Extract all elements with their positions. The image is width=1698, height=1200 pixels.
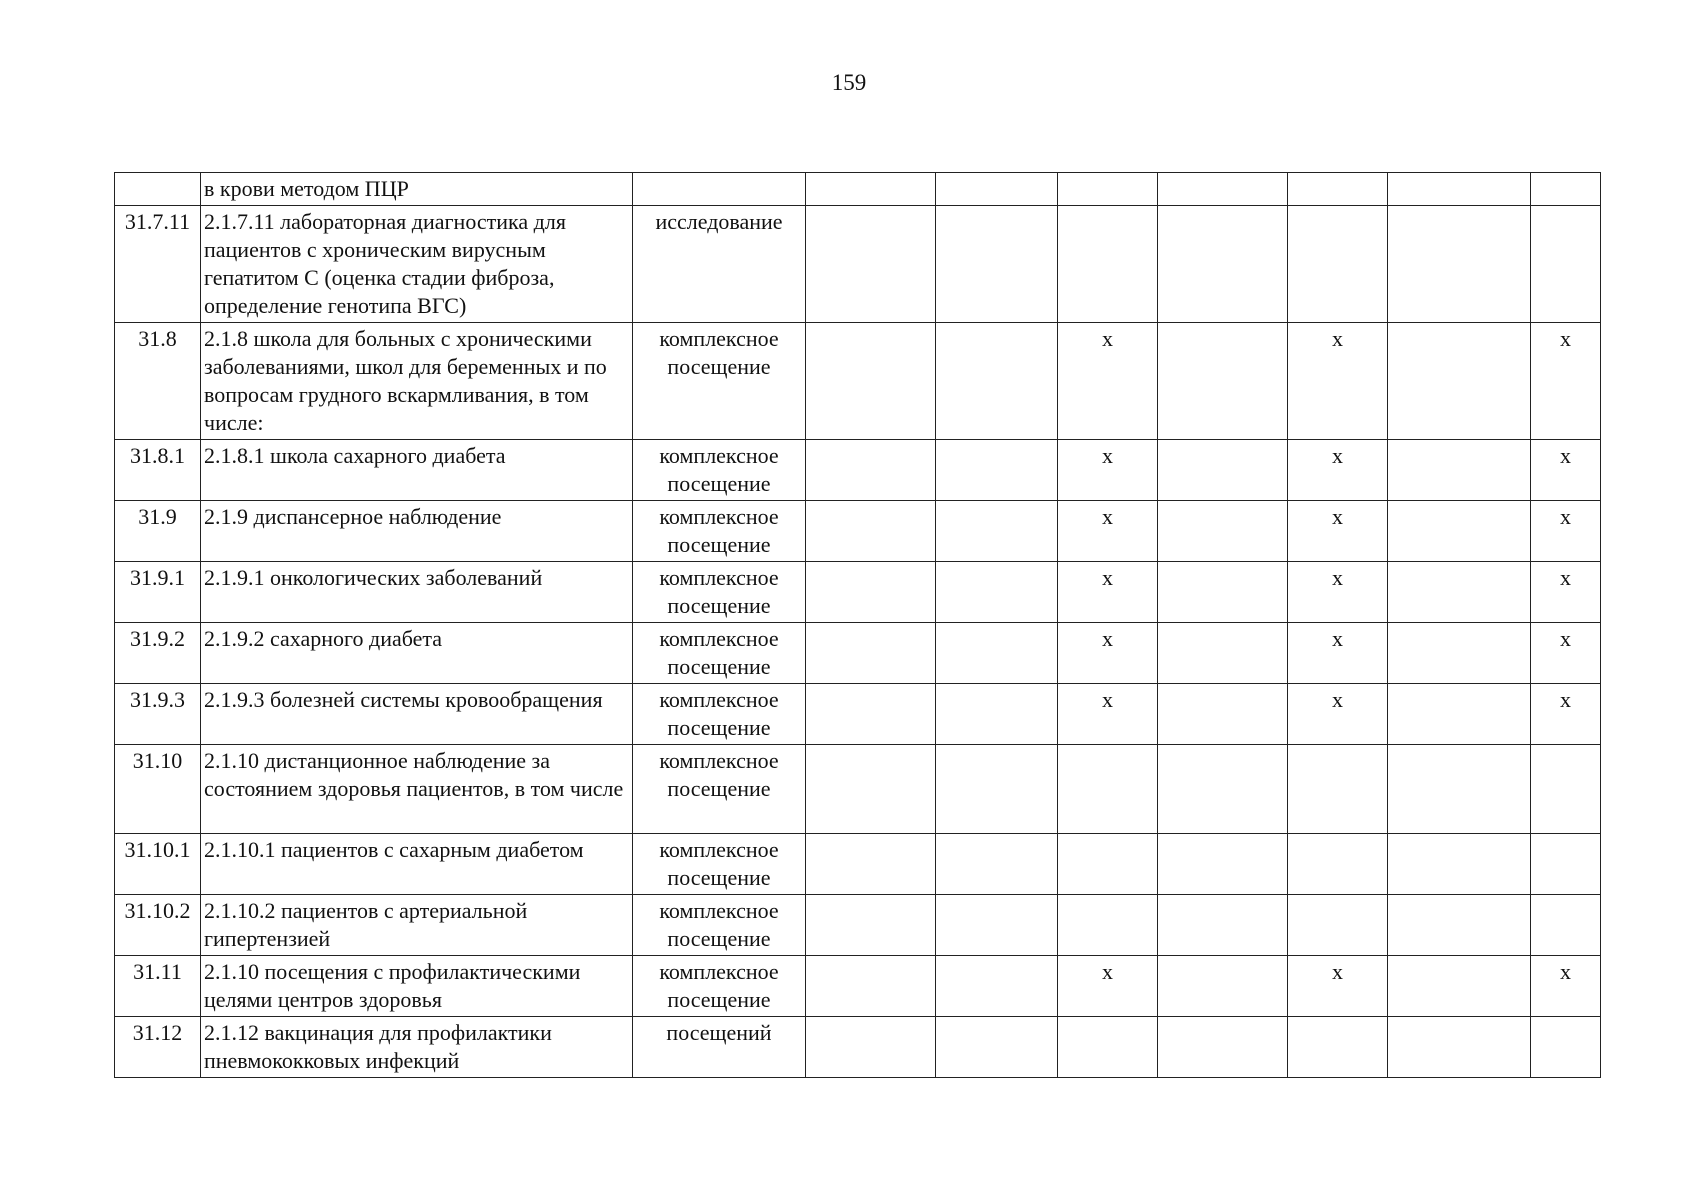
value-cell: х	[1531, 501, 1601, 562]
value-cell	[936, 501, 1058, 562]
table-row	[115, 206, 1601, 323]
value-cell	[936, 173, 1058, 206]
value-cell: х	[1288, 323, 1388, 440]
value-cell	[1288, 895, 1388, 956]
value-cell	[1388, 623, 1531, 684]
table-row	[115, 684, 1601, 745]
value-cell	[1388, 834, 1531, 895]
value-cell: х	[1531, 684, 1601, 745]
value-cell	[1388, 1017, 1531, 1078]
value-cell	[936, 323, 1058, 440]
value-cell: х	[1531, 562, 1601, 623]
value-cell	[1531, 895, 1601, 956]
value-cell	[806, 323, 936, 440]
row-name-cell: 2.1.10 посещения с профилактическими целями центров здоровья	[201, 956, 633, 1017]
row-unit-cell: комплексное посещение	[633, 834, 806, 895]
table-row	[115, 173, 1601, 206]
value-cell	[1388, 562, 1531, 623]
row-name-cell: 2.1.9.2 сахарного диабета	[201, 623, 633, 684]
value-cell	[1158, 834, 1288, 895]
value-cell	[1288, 834, 1388, 895]
row-number-cell: 31.9	[115, 501, 201, 562]
value-cell	[1158, 562, 1288, 623]
value-cell	[1388, 895, 1531, 956]
row-number-cell: 31.10.1	[115, 834, 201, 895]
value-cell	[806, 623, 936, 684]
value-cell	[1388, 745, 1531, 834]
row-number-cell: 31.10	[115, 745, 201, 834]
table-row	[115, 623, 1601, 684]
row-number-cell: 31.9.2	[115, 623, 201, 684]
row-name-cell: в крови методом ПЦР	[201, 173, 633, 206]
value-cell: х	[1058, 623, 1158, 684]
row-unit-cell: комплексное посещение	[633, 745, 806, 834]
value-cell: х	[1058, 956, 1158, 1017]
value-cell	[806, 1017, 936, 1078]
row-unit-cell: посещений	[633, 1017, 806, 1078]
row-unit-cell: исследование	[633, 206, 806, 323]
row-unit-cell: комплексное посещение	[633, 956, 806, 1017]
document-table	[114, 172, 1601, 1078]
row-name-cell: 2.1.10 дистанционное наблюдение за состоянием здоровья пациентов, в том числе	[201, 745, 633, 834]
value-cell	[806, 501, 936, 562]
value-cell	[1158, 440, 1288, 501]
value-cell: х	[1058, 323, 1158, 440]
value-cell	[1158, 895, 1288, 956]
row-number-cell: 31.9.3	[115, 684, 201, 745]
value-cell	[806, 206, 936, 323]
value-cell	[1531, 1017, 1601, 1078]
value-cell	[806, 745, 936, 834]
value-cell	[806, 440, 936, 501]
value-cell: х	[1288, 684, 1388, 745]
value-cell	[1158, 684, 1288, 745]
row-unit-cell: комплексное посещение	[633, 501, 806, 562]
row-name-cell: 2.1.9.1 онкологических заболеваний	[201, 562, 633, 623]
value-cell	[1531, 745, 1601, 834]
value-cell	[1058, 834, 1158, 895]
row-name-cell: 2.1.12 вакцинация для профилактики пневмококковых инфекций	[201, 1017, 633, 1078]
value-cell: х	[1288, 440, 1388, 501]
value-cell	[936, 834, 1058, 895]
value-cell	[1288, 745, 1388, 834]
row-number-cell: 31.9.1	[115, 562, 201, 623]
table-row	[115, 745, 1601, 834]
value-cell: х	[1058, 562, 1158, 623]
value-cell	[1388, 206, 1531, 323]
row-number-cell: 31.7.11	[115, 206, 201, 323]
value-cell	[1158, 623, 1288, 684]
value-cell	[1158, 501, 1288, 562]
value-cell	[1531, 173, 1601, 206]
value-cell: х	[1288, 623, 1388, 684]
value-cell	[1531, 206, 1601, 323]
value-cell	[1058, 173, 1158, 206]
value-cell	[806, 895, 936, 956]
row-name-cell: 2.1.7.11 лабораторная диагностика для пациентов с хроническим вирусным гепатитом С (оценка стадии фиброза, определение генотипа ВГС)	[201, 206, 633, 323]
value-cell	[1288, 1017, 1388, 1078]
value-cell: х	[1058, 684, 1158, 745]
row-name-cell: 2.1.8.1 школа сахарного диабета	[201, 440, 633, 501]
value-cell	[936, 623, 1058, 684]
value-cell: х	[1531, 323, 1601, 440]
value-cell	[1158, 745, 1288, 834]
row-unit-cell: комплексное посещение	[633, 623, 806, 684]
value-cell	[936, 956, 1058, 1017]
row-name-cell: 2.1.10.1 пациентов с сахарным диабетом	[201, 834, 633, 895]
value-cell	[936, 562, 1058, 623]
row-number-cell	[115, 173, 201, 206]
row-number-cell: 31.8.1	[115, 440, 201, 501]
value-cell	[1058, 745, 1158, 834]
value-cell	[806, 684, 936, 745]
row-number-cell: 31.10.2	[115, 895, 201, 956]
value-cell	[806, 173, 936, 206]
value-cell: х	[1058, 501, 1158, 562]
row-name-cell: 2.1.9 диспансерное наблюдение	[201, 501, 633, 562]
table-row	[115, 895, 1601, 956]
row-unit-cell: комплексное посещение	[633, 895, 806, 956]
value-cell	[806, 956, 936, 1017]
value-cell: х	[1288, 562, 1388, 623]
value-cell: х	[1288, 956, 1388, 1017]
value-cell	[1158, 173, 1288, 206]
row-unit-cell: комплексное посещение	[633, 323, 806, 440]
value-cell: х	[1531, 956, 1601, 1017]
value-cell: х	[1531, 440, 1601, 501]
value-cell	[806, 834, 936, 895]
value-cell	[1058, 206, 1158, 323]
table-row	[115, 562, 1601, 623]
row-unit-cell: комплексное посещение	[633, 684, 806, 745]
value-cell	[936, 684, 1058, 745]
table-row	[115, 440, 1601, 501]
value-cell	[936, 745, 1058, 834]
row-number-cell: 31.8	[115, 323, 201, 440]
row-name-cell: 2.1.8 школа для больных с хроническими заболеваниями, школ для беременных и по вопросам грудного вскармливания, в том числе:	[201, 323, 633, 440]
table-row	[115, 1017, 1601, 1078]
table-row	[115, 956, 1601, 1017]
page-number: 159	[831, 70, 867, 95]
value-cell	[1288, 206, 1388, 323]
value-cell	[936, 206, 1058, 323]
value-cell: х	[1058, 440, 1158, 501]
value-cell	[1058, 1017, 1158, 1078]
value-cell	[1531, 834, 1601, 895]
value-cell: х	[1531, 623, 1601, 684]
value-cell	[1388, 323, 1531, 440]
value-cell	[1288, 173, 1388, 206]
value-cell	[936, 440, 1058, 501]
value-cell	[806, 562, 936, 623]
value-cell	[1388, 501, 1531, 562]
value-cell	[1158, 206, 1288, 323]
table-body	[115, 173, 1601, 1078]
table-row	[115, 501, 1601, 562]
value-cell	[1058, 895, 1158, 956]
value-cell	[1388, 684, 1531, 745]
value-cell	[1388, 440, 1531, 501]
value-cell	[936, 1017, 1058, 1078]
value-cell	[1388, 956, 1531, 1017]
row-unit-cell	[633, 173, 806, 206]
table-row	[115, 834, 1601, 895]
value-cell	[1158, 1017, 1288, 1078]
row-unit-cell: комплексное посещение	[633, 562, 806, 623]
value-cell	[1158, 956, 1288, 1017]
value-cell	[1388, 173, 1531, 206]
row-unit-cell: комплексное посещение	[633, 440, 806, 501]
value-cell: х	[1288, 501, 1388, 562]
value-cell	[936, 895, 1058, 956]
value-cell	[1158, 323, 1288, 440]
row-name-cell: 2.1.10.2 пациентов с артериальной гипертензией	[201, 895, 633, 956]
row-name-cell: 2.1.9.3 болезней системы кровообращения	[201, 684, 633, 745]
row-number-cell: 31.11	[115, 956, 201, 1017]
table-row	[115, 323, 1601, 440]
row-number-cell: 31.12	[115, 1017, 201, 1078]
